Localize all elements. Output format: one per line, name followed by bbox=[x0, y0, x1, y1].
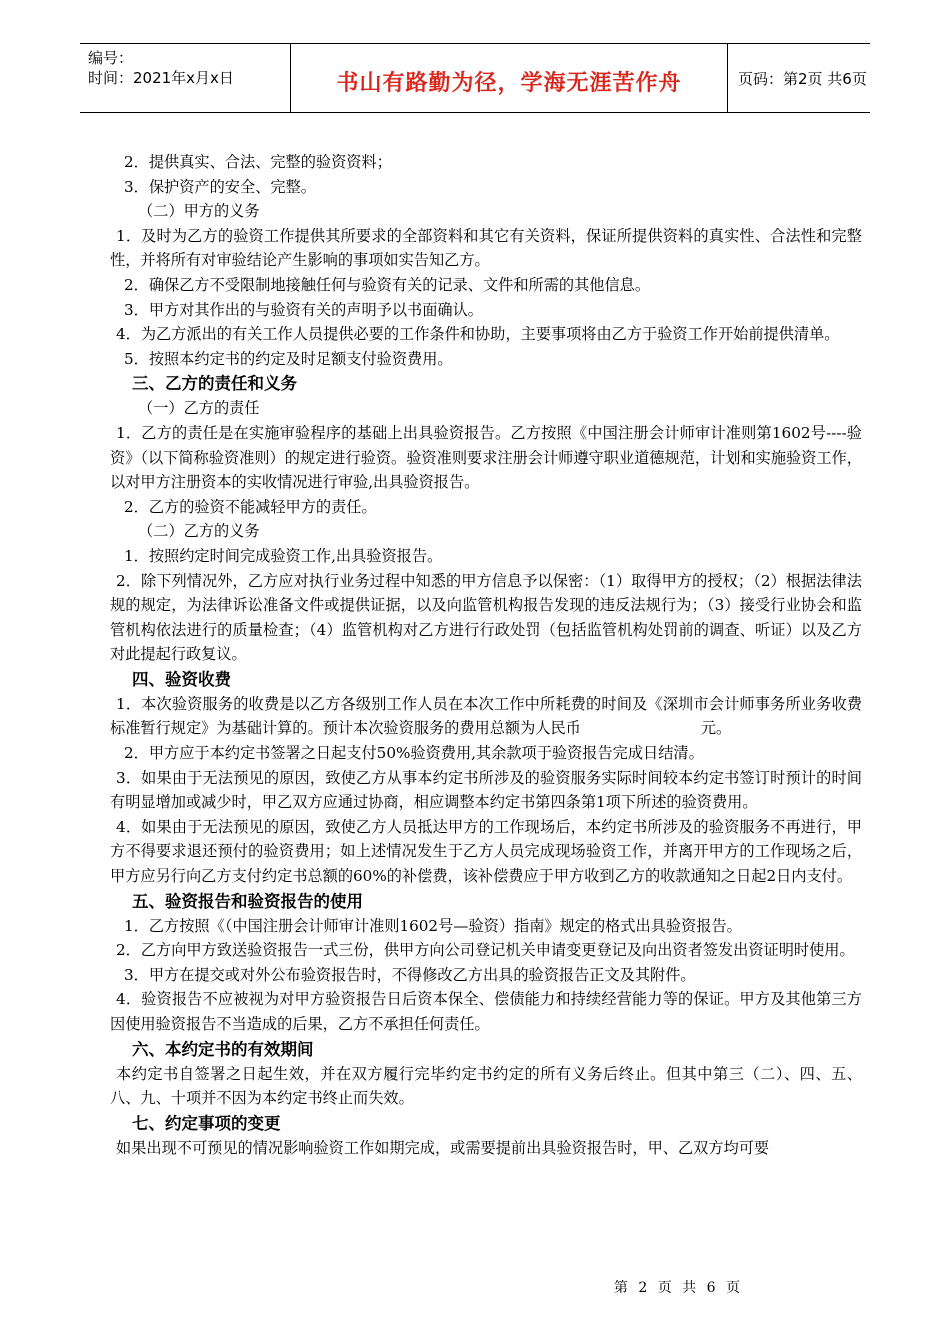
document-body bbox=[110, 150, 862, 1160]
paragraph: 2．除下列情况外，乙方应对执行业务过程中知悉的甲方信息予以保密：（1）取得甲方的授权；（2）根据法律法规的规定，为法律诉讼准备文件或提供证据，以及向监管机构报告发现的违反法规行为；（3）接受行业协会和监管机构依法进行的质量检查；（4）监管机构对乙方进行行政处罚（包括监管机构处罚前的调查、听证）以及乙方对此提起行政复议。 bbox=[110, 571, 862, 664]
paragraph: 2．提供真实、合法、完整的验资资料； bbox=[124, 153, 392, 171]
fee-unit: 元。 bbox=[700, 719, 732, 738]
document-date-label: 时间：2021年x月x日 bbox=[88, 69, 234, 87]
paragraph: 2．乙方的验资不能减轻甲方的责任。 bbox=[124, 497, 377, 516]
paragraph: 1．按照约定时间完成验资工作,出具验资报告。 bbox=[124, 546, 443, 565]
subsection-heading: （二）甲方的义务 bbox=[138, 202, 260, 221]
paragraph: 4．如果由于无法预见的原因，致使乙方人员抵达甲方的工作现场后，本约定书所涉及的验资服务不再进行，甲方不得要求退还预付的验资费用；如上述情况发生于乙方人员完成现场验资工作，并离开甲方的工作现场之后，甲方应另行向乙方支付约定书总额的60%的补偿费，该补偿费应于甲方收到乙方的收款通知之日起2日内支付。 bbox=[110, 817, 862, 886]
paragraph: 1．及时为乙方的验资工作提供其所要求的全部资料和其它有关资料，保证所提供资料的真实性、合法性和完整性，并将所有对审验结论产生影响的事项如实告知乙方。 bbox=[110, 226, 862, 270]
subsection-heading: （二）乙方的义务 bbox=[138, 522, 260, 541]
paragraph: 1．乙方的责任是在实施审验程序的基础上出具验资报告。乙方按照《中国注册会计师审计准则第1602号----验资》（以下简称验资准则）的规定进行验资。验资准则要求注册会计师遵守职业道德规范，计划和实施验资工作，以对甲方注册资本的实收情况进行审验,出具验资报告。 bbox=[110, 423, 862, 492]
section-heading: 六、本约定书的有效期间 bbox=[132, 1039, 314, 1059]
paragraph: 3．保护资产的安全、完整。 bbox=[124, 177, 316, 196]
page-footer: 第 2 页 共 6 页 bbox=[613, 1280, 740, 1296]
header-motto-cell bbox=[291, 44, 728, 112]
paragraph: 3．甲方对其作出的与验资有关的声明予以书面确认。 bbox=[124, 300, 483, 319]
section-heading: 七、约定事项的变更 bbox=[132, 1113, 281, 1133]
paragraph bbox=[110, 692, 862, 741]
section-heading: 四、验资收费 bbox=[132, 669, 231, 689]
header-motto: 书山有路勤为径，学海无涯苦作舟 bbox=[336, 71, 682, 96]
header-meta-cell bbox=[80, 44, 291, 112]
header-page-cell bbox=[728, 44, 870, 112]
paragraph: 3．如果由于无法预见的原因，致使乙方从事本约定书所涉及的验资服务实际时间较本约定书签订时预计的时间有明显增加或减少时，甲乙双方应通过协商，相应调整本约定书第四条第1项下所述的验资费用。 bbox=[110, 768, 862, 812]
section-heading: 三、乙方的责任和义务 bbox=[132, 374, 297, 394]
fee-text: 1．本次验资服务的收费是以乙方各级别工作人员在本次工作中所耗费的时间及《深圳市会计师事务所业务收费标准暂行规定》为基础计算的。预计本次验资服务的费用总额为人民币 bbox=[110, 694, 862, 738]
paragraph: 5．按照本约定书的约定及时足额支付验资费用。 bbox=[124, 349, 453, 368]
page-header bbox=[80, 43, 870, 113]
paragraph: 2．甲方应于本约定书签署之日起支付50%验资费用,其余款项于验资报告完成日结清。 bbox=[124, 744, 704, 763]
paragraph: 2．确保乙方不受限制地接触任何与验资有关的记录、文件和所需的其他信息。 bbox=[124, 275, 651, 294]
paragraph: 本约定书自签署之日起生效，并在双方履行完毕约定书约定的所有义务后终止。但其中第三（二）、四、五、八、九、十项并不因为本约定书终止而失效。 bbox=[110, 1064, 862, 1108]
subsection-heading: （一）乙方的责任 bbox=[138, 399, 260, 418]
paragraph: 3．甲方在提交或对外公布验资报告时，不得修改乙方出具的验资报告正文及其附件。 bbox=[124, 965, 696, 984]
paragraph: 4．为乙方派出的有关工作人员提供必要的工作条件和协助，主要事项将由乙方于验资工作开始前提供清单。 bbox=[116, 325, 840, 344]
paragraph: 4．验资报告不应被视为对甲方验资报告日后资本保全、偿债能力和持续经营能力等的保证。甲方及其他第三方因使用验资报告不当造成的后果，乙方不承担任何责任。 bbox=[110, 990, 862, 1033]
paragraph: 1．乙方按照《（中国注册会计师审计准则1602号—验资）指南》规定的格式出具验资报告。 bbox=[124, 916, 742, 935]
paragraph: 2．乙方向甲方致送验资报告一式三份，供甲方向公司登记机关申请变更登记及向出资者签发出资证明时使用。 bbox=[116, 941, 855, 960]
section-heading: 五、验资报告和验资报告的使用 bbox=[132, 891, 363, 911]
paragraph: 如果出现不可预见的情况影响验资工作如期完成，或需要提前出具验资报告时，甲、乙双方均可要 bbox=[116, 1138, 770, 1157]
header-page-info: 页码：第2页 共6页 bbox=[738, 70, 867, 88]
document-number-label: 编号： bbox=[88, 49, 134, 67]
